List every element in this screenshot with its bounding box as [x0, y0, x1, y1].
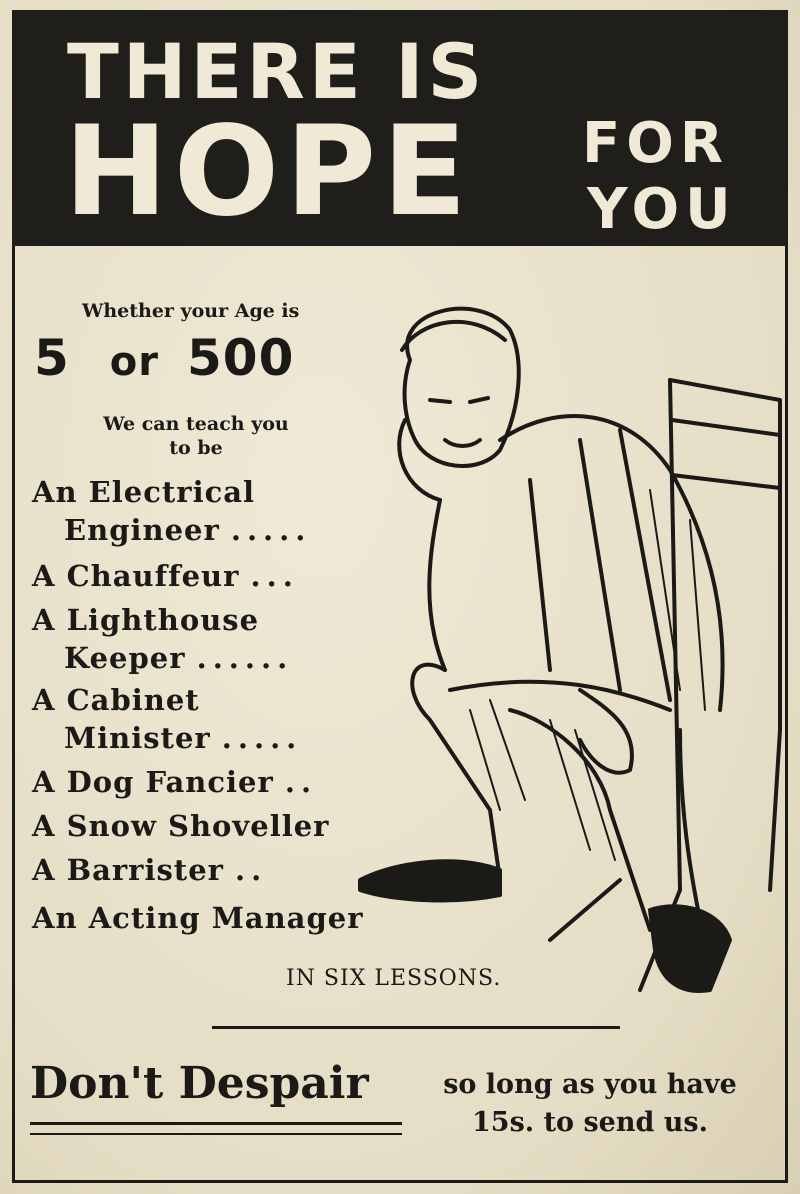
job-line: A Lighthouse: [32, 603, 260, 637]
headline-there-is: THERE IS: [67, 27, 487, 116]
job-text: A Chauffeur: [32, 559, 240, 593]
underline-rule: [30, 1122, 402, 1125]
seated-despairing-man-icon: [350, 290, 790, 1010]
job-dots: .....: [221, 721, 303, 755]
job-dots: ..: [235, 853, 268, 887]
job-text: A Dog Fancier: [32, 765, 274, 799]
job-dots: ......: [196, 641, 294, 675]
job-dots: ..: [284, 765, 318, 799]
divider-rule: [212, 1026, 620, 1029]
teach-line-2: to be: [169, 437, 223, 459]
job-line: [64, 513, 312, 547]
dont-despair: Don't Despair: [30, 1058, 369, 1109]
age-min: 5: [34, 329, 70, 387]
job-text: Keeper: [64, 641, 186, 675]
age-or: or: [109, 339, 160, 385]
underline-rule: [30, 1133, 402, 1135]
job-dots: ...: [250, 559, 299, 593]
headline-you: YOU: [587, 177, 737, 242]
job-text: Minister: [64, 721, 211, 755]
job-line: A Cabinet: [32, 683, 200, 717]
lessons-line: IN SIX LESSONS.: [286, 966, 502, 991]
job-text: Engineer: [64, 513, 220, 547]
job-dots: .....: [230, 513, 312, 547]
send-line-2: 15s. to send us.: [472, 1107, 708, 1138]
job-line: An Acting Manager: [32, 901, 364, 935]
job-line: [32, 559, 299, 593]
job-line: [64, 641, 294, 675]
teach-line-1: We can teach you: [103, 413, 289, 435]
headline-for: FOR: [582, 111, 729, 176]
teach-line: [96, 412, 296, 460]
headline-banner: [12, 10, 788, 246]
age-range: [34, 329, 295, 387]
job-line: A Snow Shoveller: [32, 809, 330, 843]
send-line: [420, 1066, 760, 1142]
send-line-1: so long as you have: [443, 1069, 737, 1100]
job-line: [32, 765, 318, 799]
age-max: 500: [187, 329, 295, 387]
job-text: A Barrister: [32, 853, 224, 887]
job-line: An Electrical: [32, 475, 256, 509]
age-line: Whether your Age is: [82, 300, 300, 322]
job-line: [64, 721, 303, 755]
headline-hope: HOPE: [64, 100, 473, 244]
job-line: [32, 853, 268, 887]
